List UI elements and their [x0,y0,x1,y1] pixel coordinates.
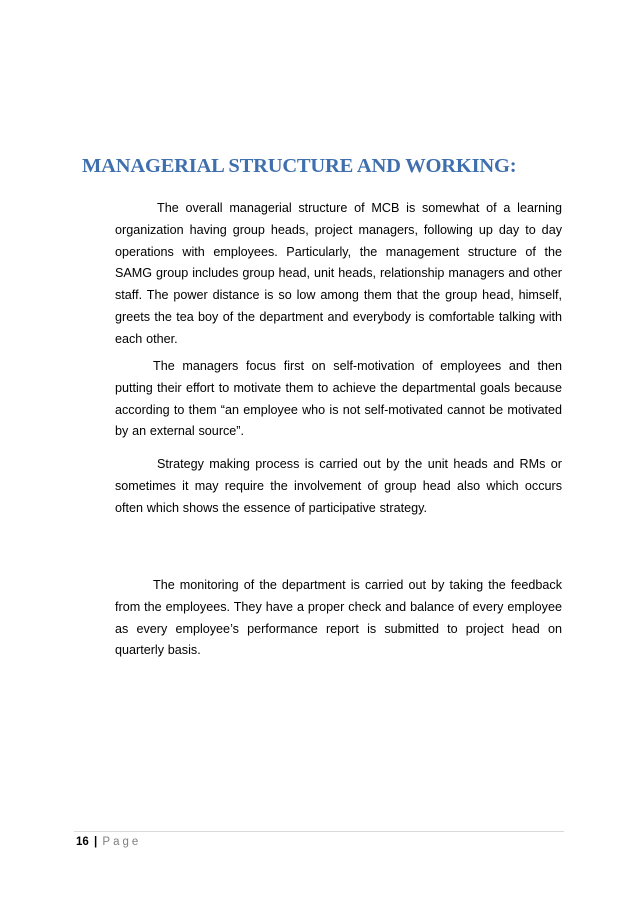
page-footer [76,836,141,848]
paragraph-self-motivation: The managers focus first on self-motivation of employees and then putting their effort to motivate them to achieve the departmental goals because according to them “an employee who is not self-motivated cannot be motivated by an external source”. [115,359,562,439]
footer-divider [74,831,564,832]
paragraph-monitoring: The monitoring of the department is carried out by taking the feedback from the employees. They have a proper check and balance of every employee as every employee’s performance report is submitted to project head on quarterly basis. [115,578,562,658]
paragraph-strategy-making: Strategy making process is carried out by the unit heads and RMs or sometimes it may require the involvement of group head also which occurs often which shows the essence of participative strategy. [115,457,562,515]
section-heading: MANAGERIAL STRUCTURE AND WORKING: [82,155,517,177]
page-label: Page [102,836,142,848]
footer-separator: | [94,836,98,848]
page-number: 16 [76,836,89,848]
paragraph-managerial-structure: The overall managerial structure of MCB is somewhat of a learning organization having group heads, project managers, following up day to day operations with employees. Particularly, the management structure of the SAMG group includes group head, unit heads, relationship managers and other staff. The power distance is so low among them that the group head, himself, greets the tea boy of the department and everybody is comfortable talking with each other. [115,201,562,346]
